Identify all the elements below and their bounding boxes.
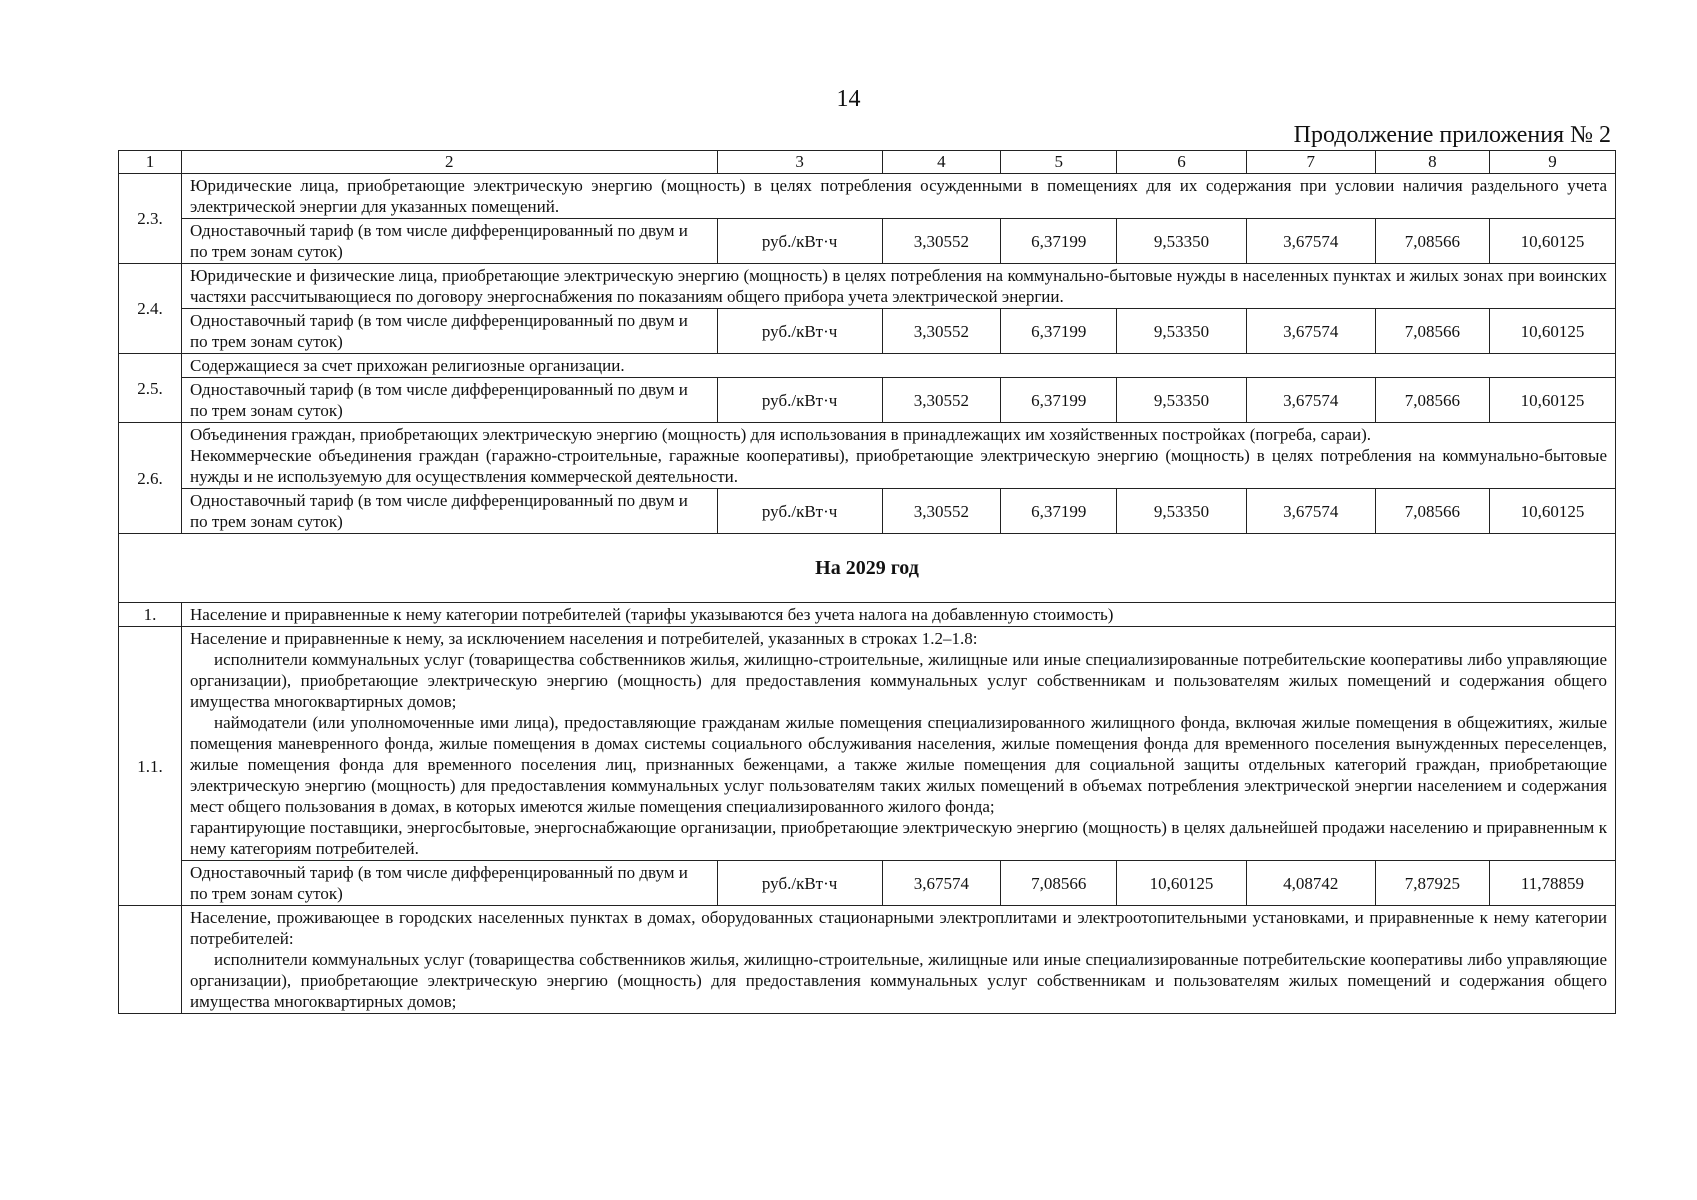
tariff-value: 9,53350 [1117, 309, 1246, 354]
consumer-category-description [182, 906, 1616, 1014]
tariff-value: 10,60125 [1489, 219, 1615, 264]
tariff-value: 10,60125 [1489, 378, 1615, 423]
tariff-value: 7,08566 [1375, 489, 1489, 534]
column-header: 5 [1001, 151, 1117, 174]
tariff-value: 7,08566 [1001, 861, 1117, 906]
table-row [119, 174, 1616, 219]
row-number: 2.4. [119, 264, 182, 354]
consumer-category-description [182, 423, 1616, 489]
tariff-value: 3,30552 [882, 489, 1000, 534]
tariff-value: 3,30552 [882, 219, 1000, 264]
tariff-value: 6,37199 [1001, 378, 1117, 423]
column-header: 3 [717, 151, 882, 174]
table-row [119, 906, 1616, 1014]
column-header: 9 [1489, 151, 1615, 174]
tariff-unit: руб./кВт·ч [717, 219, 882, 264]
tariff-row [119, 378, 1616, 423]
row-number [119, 906, 182, 1014]
row-number: 2.5. [119, 354, 182, 423]
column-header: 7 [1246, 151, 1375, 174]
table-row [119, 354, 1616, 378]
row-number: 2.3. [119, 174, 182, 264]
column-header: 4 [882, 151, 1000, 174]
tariff-value: 3,67574 [1246, 219, 1375, 264]
tariff-value: 6,37199 [1001, 309, 1117, 354]
tariff-label: Одноставочный тариф (в том числе дифференцированный по двум и по трем зонам суток) [182, 861, 718, 906]
tariff-row [119, 309, 1616, 354]
consumer-category-description: Юридические лица, приобретающие электрическую энергию (мощность) в целях потребления осужденными в помещениях для их содержания при условии наличия раздельного учета электрической энергии для указанных помещений. [182, 174, 1616, 219]
tariff-label: Одноставочный тариф (в том числе дифференцированный по двум и по трем зонам суток) [182, 309, 718, 354]
tariff-value: 3,30552 [882, 378, 1000, 423]
description-paragraph: наймодатели (или уполномоченные ими лица), предоставляющие гражданам жилые помещения специализированного жилищного фонда, включая жилые помещения в общежитиях, жилые помещения маневренного фонда, жилые помещения в домах системы социального обслуживания населения, жилые помещения фонда для временного поселения вынужденных переселенцев, жилые помещения фонда для временного поселения лиц, признанных беженцами, а также жилые помещения для социальной защиты отдельных категорий граждан, приобретающие электрическую энергию (мощность) для предоставления коммунальных услуг пользователям таких жилых помещений в объемах потребления электрической энергии населением и содержания мест общего пользования в домах, в которых имеются жилые помещения специализированного жилого фонда; [190, 713, 1607, 816]
description-paragraph: гарантирующие поставщики, энергосбытовые, энергоснабжающие организации, приобретающие электрическую энергию (мощность) в целях дальнейшей продажи населению и приравненным к нему категориям потребителей. [190, 818, 1607, 858]
year-heading: На 2029 год [119, 534, 1616, 603]
table-row [119, 264, 1616, 309]
consumer-category-description: Юридические и физические лица, приобретающие электрическую энергию (мощность) в целях потребления на коммунально-бытовые нужды в населенных пунктах и жилых зонах при воинских частяхи рассчитывающиеся по договору энергоснабжения по показаниям общего прибора учета электрической энергии. [182, 264, 1616, 309]
section-description: Население и приравненные к нему категории потребителей (тарифы указываются без учета налога на добавленную стоимость) [182, 603, 1616, 627]
description-paragraph: исполнители коммунальных услуг (товарищества собственников жилья, жилищно-строительные, жилищные или иные специализированные потребительские кооперативы либо управляющие организации), приобретающие электрическую энергию (мощность) для предоставления коммунальных услуг собственникам и пользователям жилых помещений и содержания общего имущества многоквартирных домов; [190, 950, 1607, 1011]
description-paragraph: исполнители коммунальных услуг (товарищества собственников жилья, жилищно-строительные, жилищные или иные специализированные потребительские кооперативы либо управляющие организации), приобретающие электрическую энергию (мощность) для предоставления коммунальных услуг собственникам и пользователям жилых помещений и содержания общего имущества многоквартирных домов; [190, 650, 1607, 711]
table-row [119, 627, 1616, 861]
year-heading-row [119, 534, 1616, 603]
column-header: 1 [119, 151, 182, 174]
consumer-category-description: Содержащиеся за счет прихожан религиозные организации. [182, 354, 1616, 378]
column-header: 6 [1117, 151, 1246, 174]
tariff-value: 3,67574 [1246, 309, 1375, 354]
tariff-value: 11,78859 [1489, 861, 1615, 906]
tariff-unit: руб./кВт·ч [717, 489, 882, 534]
row-number: 2.6. [119, 423, 182, 534]
column-number-row [119, 151, 1616, 174]
description-paragraph: Население и приравненные к нему, за исключением населения и потребителей, указанных в строках 1.2–1.8: [190, 629, 978, 648]
table-row [119, 423, 1616, 489]
consumer-category-description [182, 627, 1616, 861]
tariff-value: 3,67574 [1246, 378, 1375, 423]
row-number: 1. [119, 603, 182, 627]
page-number: 14 [836, 86, 861, 112]
tariff-value: 3,67574 [1246, 489, 1375, 534]
tariff-value: 7,87925 [1375, 861, 1489, 906]
tariff-value: 7,08566 [1375, 219, 1489, 264]
tariff-value: 3,30552 [882, 309, 1000, 354]
tariff-value: 10,60125 [1489, 489, 1615, 534]
description-paragraph: Объединения граждан, приобретающих электрическую энергию (мощность) для использования в принадлежащих им хозяйственных постройках (погреба, сараи). [190, 425, 1372, 444]
tariff-label: Одноставочный тариф (в том числе дифференцированный по двум и по трем зонам суток) [182, 378, 718, 423]
description-paragraph: Население, проживающее в городских населенных пунктах в домах, оборудованных стационарными электроплитами и электроотопительными установками, и приравненные к нему категории потребителей: [190, 908, 1607, 948]
tariff-value: 3,67574 [882, 861, 1000, 906]
tariff-value: 7,08566 [1375, 378, 1489, 423]
column-header: 2 [182, 151, 718, 174]
tariff-row [119, 861, 1616, 906]
tariff-row [119, 489, 1616, 534]
appendix-continuation-note: Продолжение приложения № 2 [1293, 122, 1611, 148]
tariff-label: Одноставочный тариф (в том числе дифференцированный по двум и по трем зонам суток) [182, 219, 718, 264]
tariff-value: 9,53350 [1117, 489, 1246, 534]
tariff-value: 9,53350 [1117, 219, 1246, 264]
tariff-label: Одноставочный тариф (в том числе дифференцированный по двум и по трем зонам суток) [182, 489, 718, 534]
tariff-unit: руб./кВт·ч [717, 861, 882, 906]
tariff-value: 4,08742 [1246, 861, 1375, 906]
tariff-value: 6,37199 [1001, 219, 1117, 264]
column-header: 8 [1375, 151, 1489, 174]
row-number: 1.1. [119, 627, 182, 906]
section-row [119, 603, 1616, 627]
tariff-row [119, 219, 1616, 264]
tariff-value: 10,60125 [1117, 861, 1246, 906]
tariff-table [118, 150, 1616, 1014]
tariff-unit: руб./кВт·ч [717, 378, 882, 423]
tariff-value: 10,60125 [1489, 309, 1615, 354]
tariff-value: 9,53350 [1117, 378, 1246, 423]
tariff-value: 7,08566 [1375, 309, 1489, 354]
tariff-value: 6,37199 [1001, 489, 1117, 534]
description-paragraph: Некоммерческие объединения граждан (гаражно-строительные, гаражные кооперативы), приобретающие электрическую энергию (мощность) в целях потребления на коммунально-бытовые нужды и не используемую для осуществления коммерческой деятельности. [190, 446, 1607, 486]
tariff-unit: руб./кВт·ч [717, 309, 882, 354]
